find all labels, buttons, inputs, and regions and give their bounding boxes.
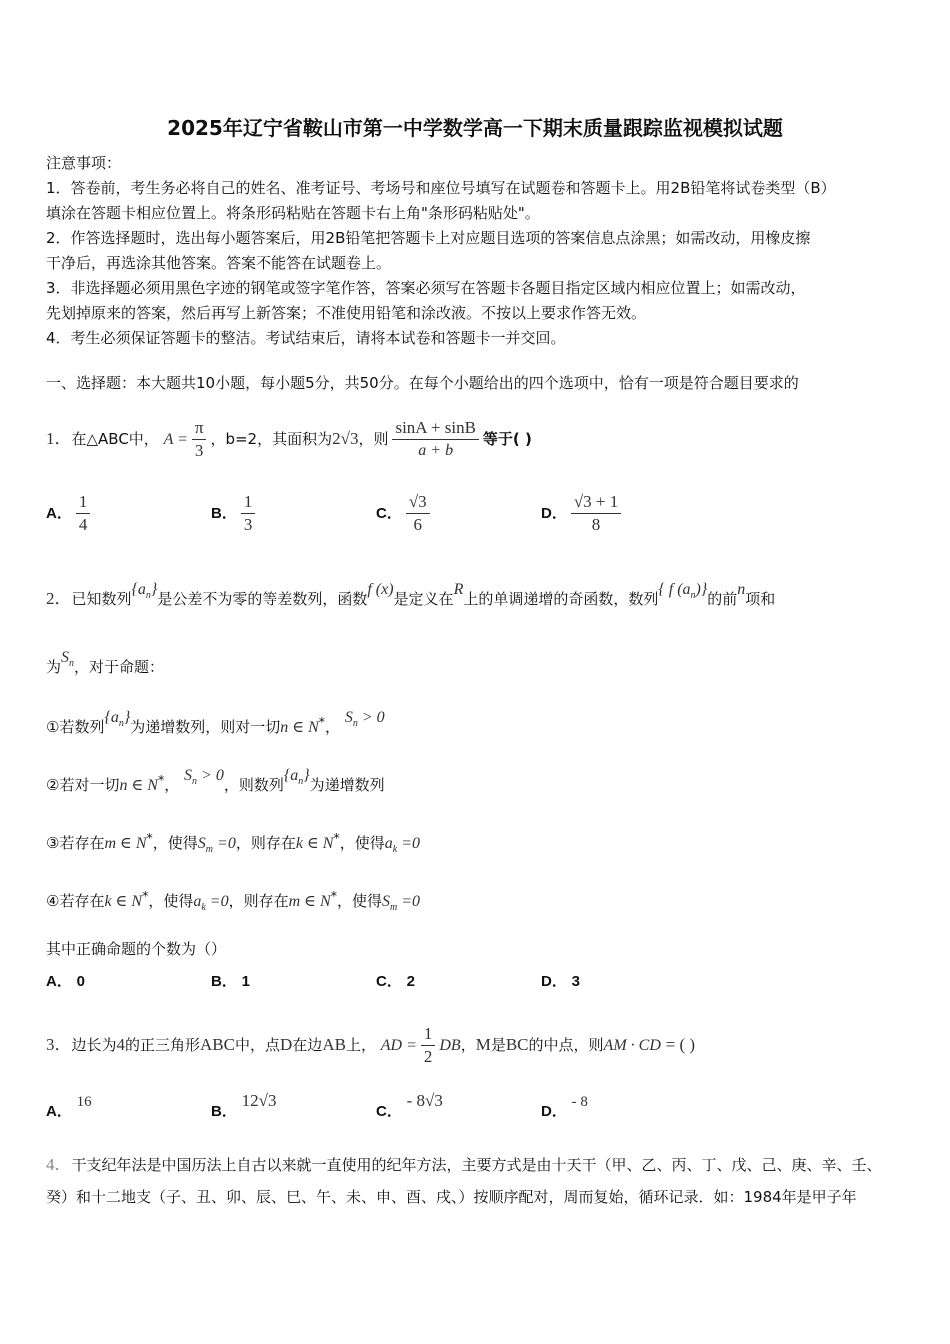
option-a[interactable] — [46, 492, 94, 535]
subscript: n — [352, 718, 358, 730]
q-text: ③若存在 — [46, 834, 105, 852]
numerator: 1 — [76, 492, 91, 514]
option-c[interactable] — [376, 970, 415, 991]
option-label: C． — [376, 973, 402, 990]
option-b[interactable] — [211, 492, 259, 535]
q-text: 等于( ) — [482, 430, 532, 448]
q-text: ，则存在 — [235, 834, 296, 852]
question-4 — [46, 1150, 882, 1175]
q-text: ，使得 — [148, 892, 194, 910]
math — [283, 767, 310, 788]
question-2 — [46, 581, 776, 611]
numerator: π — [192, 418, 207, 440]
math: A = — [163, 431, 188, 448]
option-d[interactable] — [541, 492, 625, 535]
math: n ∈ N — [119, 777, 158, 794]
subscript: n — [118, 718, 124, 730]
math: k ∈ N — [295, 835, 334, 852]
option-b[interactable] — [211, 1091, 277, 1121]
math: m ∈ N — [288, 893, 331, 910]
option-label: C． — [376, 505, 402, 522]
math: n — [737, 581, 746, 598]
math: BC — [505, 1035, 529, 1054]
option-value: 3 — [571, 973, 580, 990]
math-part: } — [303, 767, 310, 784]
q-text: 为递增数列 — [309, 776, 385, 794]
math: D — [280, 1035, 293, 1054]
option-d[interactable] — [541, 970, 580, 991]
math — [131, 581, 158, 602]
math-part: {a — [131, 581, 146, 598]
fraction — [406, 492, 430, 535]
math: DB — [439, 1037, 461, 1054]
q-text: ， — [164, 776, 180, 794]
option-c[interactable] — [376, 1091, 443, 1121]
subscript: n — [192, 776, 198, 788]
math-part: S — [197, 835, 206, 852]
math — [184, 767, 224, 788]
option-label: B． — [211, 1103, 237, 1120]
option-label: D． — [541, 1103, 567, 1120]
numerator: √3 — [406, 492, 430, 514]
math — [61, 649, 75, 670]
option-label: A． — [46, 1103, 72, 1120]
q-text: 的正三角形 — [125, 1036, 201, 1054]
numerator: 1 — [241, 492, 256, 514]
fraction — [241, 492, 256, 535]
math-part: S — [61, 649, 70, 666]
math — [658, 581, 708, 602]
q-text: 是定义在 — [393, 590, 454, 608]
option-value: 2 — [406, 973, 415, 990]
question-number: 1． — [46, 429, 72, 448]
question-number: 2． — [46, 589, 72, 608]
math-part: S — [381, 893, 390, 910]
subscript: m — [205, 844, 214, 856]
option-d[interactable] — [541, 1094, 588, 1121]
math-part: {a — [283, 767, 299, 784]
math-part: S — [184, 767, 193, 784]
notice-line: 先划掉原来的答案，然后再写上新答案；不准使用铅笔和涂改液。不按以上要求作答无效。 — [46, 304, 647, 322]
q-text: ，使得 — [336, 892, 382, 910]
option-label: B． — [211, 505, 237, 522]
math-part: } — [150, 581, 158, 598]
math: AM · CD — [603, 1037, 661, 1054]
q-text: ④若存在 — [46, 892, 105, 910]
math: = ( ) — [665, 1035, 696, 1054]
question-3 — [46, 1024, 695, 1067]
math: R — [453, 581, 464, 598]
math-part: } — [123, 709, 131, 726]
q-text: 是 — [490, 1036, 506, 1054]
subscript: k — [392, 844, 398, 856]
math: AB — [322, 1035, 346, 1054]
math — [104, 709, 131, 730]
notice-line: 2．作答选择题时，选出每小题答案后，用2B铅笔把答题卡上对应题目选项的答案信息点涂黑；如需改动，用橡皮擦 — [46, 229, 811, 247]
question-number: 4． — [46, 1155, 72, 1174]
question-number: 3． — [46, 1035, 72, 1054]
q-text: ， — [325, 718, 341, 736]
denominator: 8 — [591, 515, 601, 534]
fraction — [571, 492, 621, 535]
q-text: ， — [460, 1036, 476, 1054]
section-heading: 一、选择题：本大题共10小题，每小题5分，共50分。在每个小题给出的四个选项中，恰有一项是符合题目要求的 — [46, 374, 799, 392]
option-label: A． — [46, 973, 72, 990]
math: m ∈ N — [104, 835, 147, 852]
proposition-1 — [46, 709, 385, 739]
math: AD = — [380, 1037, 417, 1054]
subscript: n — [298, 776, 304, 788]
math-part: a — [384, 835, 393, 852]
option-label: D． — [541, 973, 567, 990]
math-part: =0 — [217, 835, 236, 852]
q-text: ②若对一切 — [46, 776, 120, 794]
superscript: * — [318, 714, 326, 729]
q-text: 在边 — [292, 1036, 323, 1054]
subscript: n — [690, 590, 696, 602]
math — [193, 893, 229, 914]
q-text: 已知数列 — [71, 590, 132, 608]
superscript: * — [142, 888, 149, 903]
q-text: 上， — [345, 1036, 376, 1054]
option-value: 16 — [76, 1094, 92, 1110]
question-2-ask: 其中正确命题的个数为（） — [46, 940, 227, 958]
option-c[interactable] — [376, 492, 434, 535]
math: 2√3 — [332, 429, 359, 448]
option-value: - 8 — [571, 1094, 588, 1110]
math: f (x) — [367, 581, 394, 598]
proposition-3 — [46, 830, 420, 855]
math-part: > 0 — [201, 767, 224, 784]
subscript: n — [145, 590, 151, 602]
option-value: - 8√3 — [406, 1091, 443, 1110]
numerator: sinA + sinB — [392, 418, 478, 440]
math — [197, 835, 236, 856]
math: k ∈ N — [104, 893, 143, 910]
math — [381, 893, 420, 914]
option-value: 0 — [76, 973, 85, 990]
superscript: * — [146, 830, 153, 845]
option-label: A． — [46, 505, 72, 522]
math-part: {a — [104, 709, 119, 726]
option-b[interactable] — [211, 970, 250, 991]
q-text: ，使得 — [339, 834, 385, 852]
q-text: 项和 — [745, 590, 776, 608]
math-part: =0 — [401, 835, 420, 852]
notice-line: 干净后，再选涂其他答案。答案不能答在试题卷上。 — [46, 254, 392, 272]
math-part: S — [344, 709, 353, 726]
option-label: C． — [376, 1103, 402, 1120]
q-text: ，则存在 — [228, 892, 289, 910]
q-text: ，b=2，其面积为 — [210, 430, 333, 448]
math: M — [475, 1035, 491, 1054]
math-part: { f (a — [658, 581, 691, 598]
denominator: 3 — [243, 515, 253, 534]
denominator: 3 — [194, 441, 204, 460]
math: n ∈ N — [280, 719, 319, 736]
notice-line: 填涂在答题卡相应位置上。将条形码粘贴在答题卡右上角"条形码粘贴处"。 — [46, 204, 540, 222]
option-value: 1 — [241, 973, 250, 990]
proposition-2 — [46, 767, 385, 797]
denominator: a + b — [418, 442, 454, 459]
option-a[interactable] — [46, 970, 85, 991]
superscript: * — [333, 830, 340, 845]
superscript: * — [157, 772, 165, 787]
q-text: 的前 — [707, 590, 738, 608]
subscript: n — [69, 658, 75, 670]
q-text: ，使得 — [152, 834, 198, 852]
numerator: 1 — [421, 1024, 436, 1046]
q-text: ，则 — [358, 430, 389, 448]
question-2-line2 — [46, 649, 165, 679]
q-text: 干支纪年法是中国历法上自古以来就一直使用的纪年方法，主要方式是由十天干（甲、乙、丙、丁、戊、己、庚、辛、壬、 — [71, 1156, 882, 1174]
fraction — [192, 418, 207, 461]
q-text: 上的单调递增的奇函数，数列 — [463, 590, 659, 608]
page-title: 2025年辽宁省鞍山市第一中学数学高一下期末质量跟踪监视模拟试题 — [167, 116, 783, 140]
math-part: =0 — [401, 893, 420, 910]
fraction — [76, 492, 91, 535]
option-label: B． — [211, 973, 237, 990]
fraction — [421, 1024, 436, 1067]
math-part: =0 — [209, 893, 229, 910]
notice-line: 4．考生必须保证答题卡的整洁。考试结束后，请将本试卷和答题卡一并交回。 — [46, 329, 566, 347]
numerator: √3 + 1 — [571, 492, 621, 514]
superscript: * — [330, 888, 337, 903]
q-text: 在△ABC中， — [71, 430, 159, 448]
option-value: 12√3 — [241, 1091, 277, 1110]
subscript: k — [201, 902, 206, 914]
q-text: 为 — [46, 658, 62, 676]
option-label: D． — [541, 505, 567, 522]
proposition-4 — [46, 888, 420, 913]
option-a[interactable] — [46, 1094, 92, 1121]
q-text: 的中点，则 — [528, 1036, 604, 1054]
denominator: 4 — [78, 515, 88, 534]
q-text: ，则数列 — [223, 776, 284, 794]
question-4-line2: 癸）和十二地支（子、丑、卯、辰、巳、午、未、申、酉、戌、）按顺序配对，周而复始，循环记录．如：1984年是甲子年 — [46, 1188, 857, 1206]
q-text: 中，点 — [235, 1036, 281, 1054]
math-part: a — [193, 893, 202, 910]
question-1 — [46, 418, 532, 461]
notice-line: 3．非选择题必须用黑色字迹的钢笔或签字笔作答，答案必须写在答题卡各题目指定区域内相应位置上；如需改动， — [46, 279, 806, 297]
subscript: m — [389, 902, 398, 914]
fraction — [392, 418, 478, 461]
math-part: > 0 — [361, 709, 385, 726]
notice-line: 1．答卷前，考生务必将自己的姓名、准考证号、考场号和座位号填写在试题卷和答题卡上。用2B铅笔将试卷类型（B） — [46, 179, 836, 197]
denominator: 2 — [423, 1047, 433, 1066]
denominator: 6 — [413, 515, 423, 534]
math — [344, 709, 385, 730]
math: ABC — [200, 1035, 235, 1054]
notice-heading: 注意事项： — [46, 154, 122, 172]
q-text: 是公差不为零的等差数列，函数 — [157, 590, 368, 608]
math — [384, 835, 420, 856]
q-text: 边长为 — [71, 1036, 117, 1054]
q-text: ，对于命题： — [74, 658, 165, 676]
math: 4 — [116, 1035, 126, 1054]
q-text: 为递增数列，则对一切 — [130, 718, 281, 736]
q-text: ①若数列 — [46, 718, 105, 736]
math-part: )} — [695, 581, 708, 598]
